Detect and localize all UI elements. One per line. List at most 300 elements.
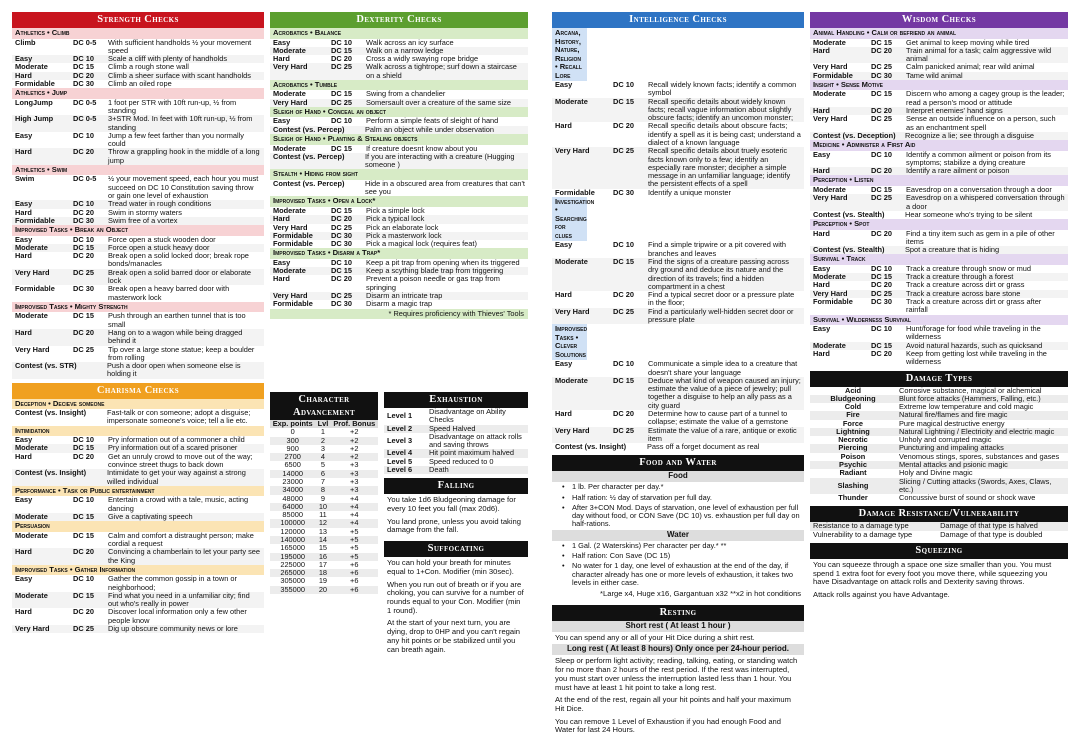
check-difficulty: Easy xyxy=(555,240,573,250)
exhaustion-cell: Level 2 xyxy=(384,425,426,433)
check-row xyxy=(552,122,804,147)
check-description: Hunt/forage for food while traveling in the wilderness xyxy=(906,324,1041,342)
food-bullet: • After 3+CON Mod. Days of starvation, one level of exhaustion per full day without food, or CON Save (DC 10) vs. exhaustion per full day on half-rations. xyxy=(552,503,804,530)
check-difficulty: Moderate xyxy=(15,443,48,453)
resistance-cell: Vulnerability to a damage type xyxy=(813,529,913,539)
column-1 xyxy=(12,12,264,633)
advancement-cell: +2 xyxy=(331,437,378,445)
check-description: Pick a magical lock (requires feat) xyxy=(366,239,477,249)
check-difficulty: Very Hard xyxy=(273,97,308,107)
adv-header-lvl: Lvl xyxy=(315,420,330,428)
check-description: Estimate the value of a rare, antique or exotic item xyxy=(648,425,797,443)
short-rest-header: Short rest ( At least 1 hour ) xyxy=(552,621,804,632)
damage-type-row xyxy=(810,494,1068,502)
falling-text-2: You land prone, unless you avoid taking damage from the fall. xyxy=(387,516,521,535)
check-dc: DC 20 xyxy=(613,121,634,131)
suffocating-text-1: You can hold your breath for minutes equal to 1+Con. Modifier (min 30sec). xyxy=(387,558,514,576)
check-difficulty: Easy xyxy=(273,257,291,267)
suffocating-text-3: At the start of your next turn, you are dying, drop to 0HP and you can't regain any hit points or be stabilized until you can breath again. xyxy=(387,618,521,654)
advancement-cell: 140000 xyxy=(270,536,315,544)
check-dc: DC 20 xyxy=(871,348,892,358)
check-description: Walk on a narrow ledge xyxy=(366,45,444,55)
check-difficulty: Formidable xyxy=(273,239,313,249)
check-dc: DC 15 xyxy=(613,96,634,106)
check-row xyxy=(12,513,264,521)
advancement-cell: 9 xyxy=(320,493,325,503)
check-row xyxy=(552,427,804,444)
check-description: Pick an elaborate lock xyxy=(366,222,439,232)
check-difficulty: Very Hard xyxy=(813,193,848,203)
check-description: Recall widely known facts; identify a common symbol xyxy=(648,80,797,98)
check-description: Get animal to keep moving while tired xyxy=(906,37,1030,47)
check-difficulty: Moderate xyxy=(813,89,846,99)
check-description: Walk across an icy surface xyxy=(366,37,454,47)
check-row xyxy=(810,246,1068,254)
check-row xyxy=(12,453,264,470)
check-row xyxy=(12,575,264,592)
check-description: Recall specific details about widely known facts; recall vague information about slightly obscure facts; identify an uncomon monster; xyxy=(648,96,794,123)
check-dc: DC 15 xyxy=(73,530,94,540)
check-row xyxy=(12,148,264,165)
check-row xyxy=(552,360,804,377)
check-difficulty: Moderate xyxy=(555,96,588,106)
check-dc: DC 15 xyxy=(613,257,634,266)
advancement-cell: +4 xyxy=(331,503,378,511)
check-description: Track a creature across bare stone xyxy=(906,288,1021,298)
check-dc: DC 15 xyxy=(871,272,892,282)
advancement-cell: +4 xyxy=(350,510,359,520)
check-description: Pry information out of a commoner a child xyxy=(108,435,245,445)
check-dc: DC 20 xyxy=(73,451,94,461)
check-description: Pass off a forget document as real xyxy=(647,442,760,452)
check-dc: DC 15 xyxy=(73,242,94,252)
check-difficulty: Very Hard xyxy=(555,146,590,156)
check-dc: DC 25 xyxy=(331,290,352,300)
dexterity-title: Dexterity Checks xyxy=(270,12,528,28)
check-difficulty: Hard xyxy=(15,607,32,617)
check-row xyxy=(270,300,528,308)
advancement-cell: 5 xyxy=(320,460,325,470)
check-dc: DC 25 xyxy=(331,62,352,72)
check-dc: DC 20 xyxy=(871,228,892,238)
section-header: Athletics • Jump xyxy=(12,88,264,99)
check-difficulty: Hard xyxy=(813,228,830,238)
check-dc: DC 25 xyxy=(871,193,892,203)
intelligence-title: Intelligence Checks xyxy=(552,12,804,28)
food-bullet: • Half ration: ½ day of starvation per full day. xyxy=(552,493,804,503)
section-header: Improvised Tasks • Gather Information xyxy=(12,565,264,576)
check-difficulty: Very Hard xyxy=(813,288,848,298)
resistance-row xyxy=(810,531,1068,539)
check-difficulty: Contest (vs. Stealth) xyxy=(813,245,885,255)
exhaustion-cell: Level 6 xyxy=(384,466,426,474)
section-header: Improvised Tasks • Open a Lock* xyxy=(270,196,528,207)
check-description: Climb a rough stone wall xyxy=(108,62,189,72)
check-description: Pick a masterwork lock xyxy=(366,230,442,240)
advancement-cell: 17 xyxy=(318,559,328,569)
check-description: With sufficient handholds ½ your movement speed xyxy=(108,37,252,55)
check-description: Keep a scything blade trap from triggering xyxy=(366,266,504,276)
check-description: Give a captivating speech xyxy=(108,511,193,521)
check-dc: DC 10 xyxy=(73,54,94,64)
check-row xyxy=(810,350,1068,367)
exhaustion-cell: Speed Halved xyxy=(426,425,528,433)
check-description: If creature doesnt know about you xyxy=(366,143,478,153)
check-difficulty: Hard xyxy=(15,207,32,217)
check-row xyxy=(12,175,264,200)
check-difficulty: Hard xyxy=(813,348,830,358)
check-dc: DC 10 xyxy=(613,359,634,369)
check-description: Swim free of a vortex xyxy=(108,215,178,225)
resistance-cell: Damage of that type is halved xyxy=(937,522,1068,530)
advancement-cell: +5 xyxy=(331,553,378,561)
check-description: Push a door open when someone else is holding it xyxy=(107,361,241,379)
check-difficulty: Easy xyxy=(273,116,291,126)
check-dc: DC 15 xyxy=(871,37,892,47)
check-row xyxy=(810,47,1068,64)
adv-header-exp: Exp. points xyxy=(270,420,315,428)
check-description: Walk across a tightrope; surf down a staircase on a shield xyxy=(366,62,517,80)
advancement-cell: 0 xyxy=(290,427,295,437)
check-difficulty: Hard xyxy=(273,214,290,224)
check-difficulty: Hard xyxy=(555,290,572,300)
check-row xyxy=(810,151,1068,168)
advancement-cell: 13 xyxy=(318,526,328,536)
check-difficulty: Very Hard xyxy=(15,624,50,634)
check-difficulty: Contest (vs. Insight) xyxy=(15,468,87,478)
check-difficulty: Hard xyxy=(813,280,830,290)
check-row xyxy=(810,90,1068,107)
check-dc: DC 25 xyxy=(871,114,892,124)
exhaustion-cell: Hit point maximum halved xyxy=(426,449,528,457)
damage-type-description: Unholy and corrupted magic xyxy=(899,435,992,445)
advancement-cell: 195000 xyxy=(270,553,315,561)
check-dc: DC 15 xyxy=(331,45,352,55)
check-description: Discover local information only a few other people know xyxy=(108,607,247,625)
check-difficulty: Hard xyxy=(813,166,830,176)
check-dc: DC 0-5 xyxy=(73,97,97,107)
check-difficulty: Moderate xyxy=(813,37,846,47)
check-description: Entertain a crowd with a tale, music, acting dancing xyxy=(108,495,249,513)
check-difficulty: Moderate xyxy=(15,511,48,521)
check-difficulty: Contest (vs. STR) xyxy=(15,361,77,371)
section-header: Intimidation xyxy=(12,426,264,437)
check-row xyxy=(552,443,804,451)
check-row xyxy=(270,153,528,170)
water-subheader: Water xyxy=(552,530,804,541)
advancement-cell: 64000 xyxy=(270,503,315,511)
advancement-cell: +6 xyxy=(331,569,378,577)
check-dc: DC 15 xyxy=(73,443,94,453)
check-row xyxy=(270,126,528,134)
exhaustion-cell: Death xyxy=(426,466,528,474)
advancement-cell: 6 xyxy=(315,470,330,478)
check-row xyxy=(552,410,804,427)
check-dc: DC 15 xyxy=(73,311,94,321)
check-difficulty: Moderate xyxy=(15,242,48,252)
advancement-cell: +2 xyxy=(350,427,359,437)
check-description: Gather the common gossip in a town or neighborhood; xyxy=(108,574,237,592)
check-description: ½ your movement speed, each hour you must succeed on DC 10 Constitution saving throw or gain one level of exhaustion xyxy=(108,174,259,200)
check-dc: DC 20 xyxy=(73,207,94,217)
check-description: Avoid natural hazards, such as quicksand xyxy=(906,340,1043,350)
damage-type-description: Mental attacks and psionic magic xyxy=(896,461,1068,469)
check-difficulty: Moderate xyxy=(813,340,846,350)
check-dc: DC 10 xyxy=(613,240,634,250)
check-description: Recall specific details about obscure facts; identify a spell as it is being cast; understand a dialect of a known language xyxy=(648,121,801,147)
check-dc: DC 10 xyxy=(73,435,94,445)
advancement-cell: +3 xyxy=(331,486,378,494)
check-difficulty: Very Hard xyxy=(555,306,590,316)
suffocating-text-2: When you run out of breath or if you are choking, you can survive for a number of rounds equal to your Con. Modifier (min 1 round). xyxy=(387,579,524,615)
advancement-cell: 225000 xyxy=(280,559,305,569)
damage-type-description: Natural fire/flames and fire magic xyxy=(896,411,1068,419)
squeezing-title: Squeezing xyxy=(810,543,1068,559)
section-header: Improvised Tasks • Mighty Strength xyxy=(12,302,264,313)
section-header: Improvised Tasks • Break an Object xyxy=(12,225,264,236)
check-description: Pick a simple lock xyxy=(366,205,425,215)
check-difficulty: Formidable xyxy=(273,299,313,309)
check-description: Find a simple tripwire or a pit covered with branches and leaves xyxy=(648,240,787,258)
check-difficulty: Contest (vs. Percep) xyxy=(273,151,345,161)
check-difficulty: LongJump xyxy=(15,97,53,107)
check-description: Track a creature across dirt or grass after rainfall xyxy=(906,297,1042,315)
check-row xyxy=(12,329,264,346)
check-row xyxy=(12,99,264,116)
damage-type-name: Psychic xyxy=(810,461,896,469)
check-dc: DC 10 xyxy=(73,130,94,140)
check-description: Keep a pit trap from opening when its triggered xyxy=(366,257,520,267)
damage-types-table xyxy=(810,387,1068,503)
check-difficulty: Formidable xyxy=(813,70,853,80)
advancement-cell: 100000 xyxy=(270,519,315,527)
damage-type-name: Poison xyxy=(840,451,866,461)
check-difficulty: Moderate xyxy=(555,375,588,385)
check-description: Climb an oiled rope xyxy=(108,78,172,88)
check-difficulty: Hard xyxy=(15,451,32,461)
check-row xyxy=(552,147,804,188)
check-description: Interpret enemies' hand signs xyxy=(906,105,1003,115)
squeezing-text-1: You can squeeze through a space one size smaller than you. You must spend 1 extra foot for every foot you move there, while squeezing you have Disadvantage on attack rolls and Dexterity saving throws. xyxy=(813,560,1052,587)
advancement-cell: 18 xyxy=(315,569,330,577)
section-header: Stealth • Hiding from sight xyxy=(270,169,528,180)
advancement-cell: 85000 xyxy=(282,510,303,520)
check-difficulty: Easy xyxy=(813,324,831,334)
check-dc: DC 20 xyxy=(871,105,892,115)
check-description: Break open a solid locked door; break rope bonds/manacles xyxy=(108,251,249,269)
advancement-cell: 12 xyxy=(315,519,330,527)
check-row xyxy=(12,362,264,379)
damage-types-title: Damage Types xyxy=(810,371,1068,387)
advancement-cell: 14000 xyxy=(270,470,315,478)
section-header: Perception • Spot xyxy=(810,219,1068,230)
section-header: Medicine • Administer a First Aid xyxy=(810,140,1068,151)
advancement-cell: 16 xyxy=(315,553,330,561)
check-difficulty: Easy xyxy=(273,37,291,47)
strength-title: Strength Checks xyxy=(12,12,264,28)
check-difficulty: Contest (vs. Stealth) xyxy=(813,209,885,219)
check-row xyxy=(12,217,264,225)
check-row xyxy=(12,532,264,549)
advancement-cell: 1 xyxy=(320,427,325,437)
check-difficulty: Very Hard xyxy=(813,62,848,72)
check-row xyxy=(12,269,264,286)
check-dc: DC 20 xyxy=(613,290,634,300)
check-difficulty: Moderate xyxy=(273,143,306,153)
check-difficulty: Formidable xyxy=(15,215,55,225)
advancement-title: Character Advancement xyxy=(270,392,378,420)
check-description: Pry information out of a scared prisoner xyxy=(108,443,238,453)
advancement-cell: +2 xyxy=(350,443,359,453)
check-row xyxy=(270,63,528,80)
advancement-cell: 305000 xyxy=(280,576,305,586)
check-description: Palm an object while under observation xyxy=(365,124,495,134)
damage-type-name: Slashing xyxy=(810,478,896,495)
check-description: Get an unruly crowd to move out of the way; convince street thugs to back down xyxy=(108,451,253,470)
check-dc: DC 25 xyxy=(331,222,352,232)
check-description: Identify a unique monster xyxy=(648,187,731,197)
check-description: Dig up obscure community news or lore xyxy=(108,624,238,634)
damage-type-name: Force xyxy=(842,418,864,428)
check-dc: DC 20 xyxy=(871,45,892,55)
advancement-cell: 3 xyxy=(320,443,325,453)
damage-type-description: Natural Lightning / Electricity and electric magic xyxy=(896,428,1068,436)
check-difficulty: Hard xyxy=(813,45,830,55)
check-description: Pick a typical lock xyxy=(366,214,425,224)
check-dc: DC 10 xyxy=(331,116,352,126)
check-difficulty: Very Hard xyxy=(273,62,308,72)
section-header: Deception • Decieve someone xyxy=(12,399,264,410)
column-4 xyxy=(810,12,1068,602)
check-difficulty: Very Hard xyxy=(15,267,50,277)
check-dc: DC 20 xyxy=(73,607,94,617)
check-row xyxy=(552,291,804,308)
advancement-box xyxy=(270,392,378,594)
check-row xyxy=(810,72,1068,80)
check-description: Communicate a simple idea to a creature that doesn't share your language xyxy=(648,359,798,377)
resistance-cell: Resistance to a damage type xyxy=(810,522,937,530)
check-description: Track a creature through snow or mud xyxy=(906,263,1032,273)
check-row xyxy=(12,252,264,269)
check-description: Identify a rare ailment or poison xyxy=(906,166,1010,176)
damage-type-description: Concussive burst of sound or shock wave xyxy=(899,493,1036,503)
advancement-table xyxy=(270,420,378,594)
damage-type-name: Radiant xyxy=(839,468,867,478)
check-difficulty: Easy xyxy=(15,199,33,209)
check-description: Force open a stuck heavy door xyxy=(108,242,210,252)
check-difficulty: Hard xyxy=(15,70,32,80)
advancement-cell: 900 xyxy=(286,443,299,453)
advancement-cell: 48000 xyxy=(282,493,303,503)
check-row xyxy=(552,189,804,197)
check-dc: DC 25 xyxy=(613,306,634,316)
check-description: Sense an outside influence on a person, such as an enchantment spell xyxy=(906,114,1056,132)
check-difficulty: Hard xyxy=(273,54,290,64)
section-header: Performance • Task or Public entertainment xyxy=(12,486,264,497)
check-description: Tame wild animal xyxy=(906,70,963,80)
check-dc: DC 10 xyxy=(613,80,634,89)
advancement-cell: 20 xyxy=(315,586,330,594)
check-row xyxy=(552,81,804,98)
exhaustion-row xyxy=(384,408,528,425)
check-description: Track a creature through a forest xyxy=(906,272,1014,282)
falling-title: Falling xyxy=(384,478,528,494)
damage-type-description: Corrosive substance, magical or alchemical xyxy=(899,385,1042,395)
check-dc: DC 25 xyxy=(613,146,634,156)
check-dc: DC 15 xyxy=(613,375,634,385)
section-header: Perception • Listen xyxy=(810,175,1068,186)
check-description: Swing from a chandelier xyxy=(366,89,446,99)
check-dc: DC 30 xyxy=(73,78,94,88)
check-difficulty: Very Hard xyxy=(273,222,308,232)
check-description: Hang on to a wagon while being dragged behind it xyxy=(108,327,243,346)
column-2 xyxy=(270,12,528,319)
check-description: Break open a solid barred door or elaborate lock xyxy=(108,267,251,286)
advancement-cell: 4 xyxy=(315,453,330,461)
check-difficulty: Hard xyxy=(15,251,32,261)
check-row xyxy=(12,132,264,149)
check-difficulty: Moderate xyxy=(555,257,588,266)
suffocating-title: Suffocating xyxy=(384,541,528,557)
check-description: Calm panicked animal; rear wild animal xyxy=(906,62,1035,72)
check-difficulty: Hard xyxy=(15,327,32,337)
check-dc: DC 15 xyxy=(73,511,94,521)
check-description: Calm and comfort a distraught person; make cordial a request xyxy=(108,530,254,548)
check-difficulty: Contest (vs. Insight) xyxy=(15,408,87,418)
advancement-cell: +5 xyxy=(350,543,359,553)
advancement-cell: +3 xyxy=(350,460,359,470)
exhaustion-table xyxy=(384,408,528,474)
check-difficulty: Moderate xyxy=(15,530,48,540)
damage-type-description: Holy and Divine magic xyxy=(899,468,973,478)
check-description: Find a particularly well-hidden secret door or pressure plate xyxy=(648,306,794,324)
check-dc: DC 20 xyxy=(73,251,94,261)
check-dc: DC 0-5 xyxy=(73,174,97,184)
check-row xyxy=(12,548,264,565)
check-difficulty: Hard xyxy=(555,408,572,418)
check-difficulty: Easy xyxy=(555,359,573,369)
long-rest-text-3: You can remove 1 Level of Exhaustion if you had enough Food and Water for last 24 Hours. xyxy=(555,716,782,735)
check-description: Force open a stuck wooden door xyxy=(108,234,216,244)
check-description: Hear someone who's trying to be silent xyxy=(905,209,1033,219)
check-row xyxy=(270,99,528,107)
check-difficulty: Easy xyxy=(813,263,831,273)
check-description: Disarm a magic trap xyxy=(366,299,433,309)
check-dc: DC 15 xyxy=(73,62,94,72)
advancement-cell: +5 xyxy=(331,536,378,544)
check-difficulty: Formidable xyxy=(813,297,853,307)
adv-header-prof: Prof. Bonus xyxy=(331,420,378,428)
advancement-cell: 2 xyxy=(315,437,330,445)
check-description: If you are interacting with a creature (Hugging someone ) xyxy=(365,151,515,170)
check-difficulty: Very Hard xyxy=(273,290,308,300)
check-dc: DC 10 xyxy=(73,199,94,209)
check-description: Break open a heavy barred door with masterwork lock xyxy=(108,284,230,302)
advancement-cell: 7 xyxy=(320,476,325,486)
column-3 xyxy=(552,12,804,737)
check-difficulty: Contest (vs. Deception) xyxy=(813,130,896,140)
exhaustion-cell: Level 4 xyxy=(384,449,426,457)
check-dc: DC 20 xyxy=(871,280,892,290)
food-water-title: Food and Water xyxy=(552,455,804,471)
check-difficulty: Hard xyxy=(813,105,830,115)
check-row xyxy=(12,346,264,363)
advancement-cell: 11 xyxy=(319,510,327,520)
check-dc: DC 25 xyxy=(871,62,892,72)
check-row xyxy=(810,325,1068,342)
check-dc: DC 15 xyxy=(73,590,94,600)
water-bullet: • No water for 1 day, one level of exhaustion at the end of the day, if character already has one or more levels of exhaustion, it takes two levels in either case. xyxy=(552,561,804,588)
